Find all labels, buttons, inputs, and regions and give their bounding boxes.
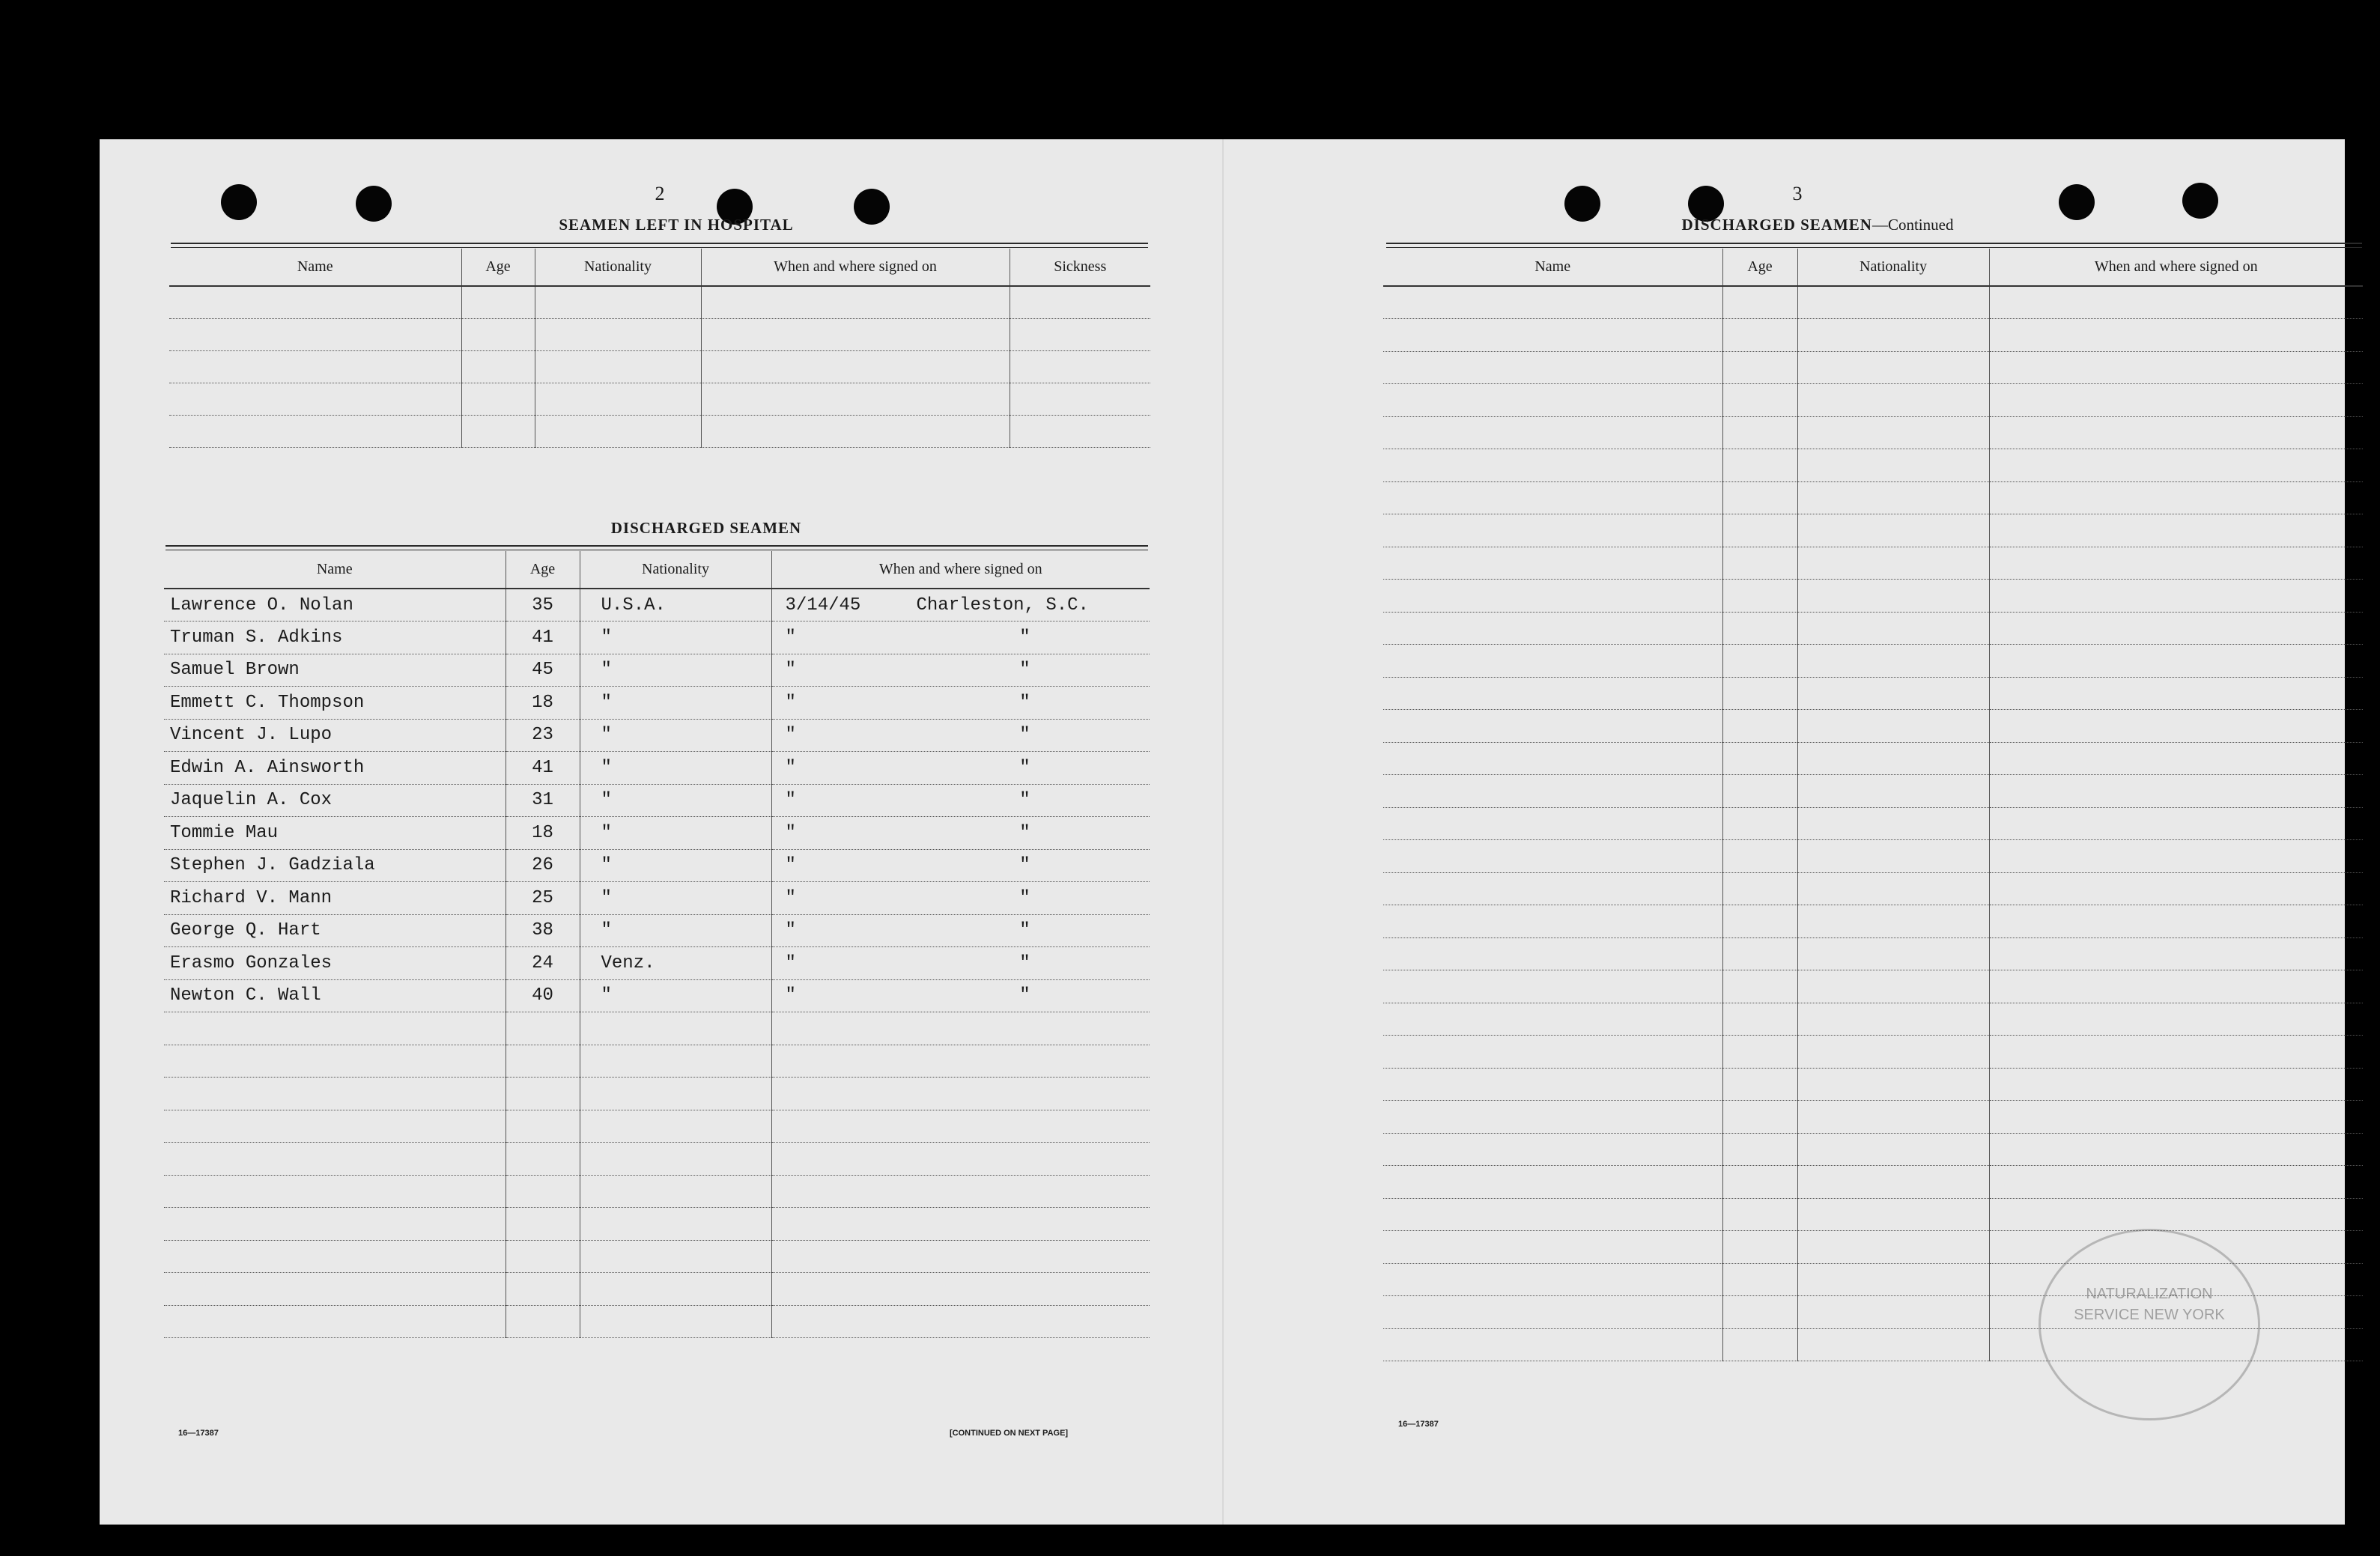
table-row — [164, 979, 1150, 1012]
table-row — [169, 318, 1150, 350]
col-sickness-header: Sickness — [1010, 249, 1150, 286]
seaman-age: 31 — [506, 784, 580, 817]
table-row — [1383, 807, 2363, 840]
table-row — [1383, 319, 2363, 352]
table-row — [164, 817, 1150, 850]
table-row — [1383, 1101, 2363, 1134]
signed-on-place: " — [1019, 660, 1030, 681]
seaman-nationality: " — [580, 882, 771, 915]
table-row — [164, 622, 1150, 654]
table-row — [1383, 1166, 2363, 1199]
col-nationality-header: Nationality — [535, 249, 701, 286]
seaman-age: 25 — [506, 882, 580, 915]
col-age-header: Age — [1722, 249, 1797, 286]
col-name-header: Name — [169, 249, 461, 286]
table-row — [164, 719, 1150, 752]
table-row — [164, 752, 1150, 785]
table-row — [164, 589, 1150, 622]
seaman-nationality — [580, 1240, 771, 1273]
seaman-signed-on — [771, 1305, 1150, 1338]
table-row — [1383, 514, 2363, 547]
discharged-table — [164, 551, 1150, 1338]
col-nationality-header: Nationality — [1797, 249, 1989, 286]
signed-on-place: " — [1019, 725, 1030, 746]
hospital-title: SEAMEN LEFT IN HOSPITAL — [559, 216, 794, 234]
seaman-age: 40 — [506, 979, 580, 1012]
signed-on-date: " — [785, 627, 796, 648]
seaman-age — [506, 1012, 580, 1045]
seaman-signed-on — [771, 882, 1150, 915]
seaman-name: Newton C. Wall — [164, 979, 506, 1012]
seaman-signed-on — [771, 589, 1150, 622]
signed-on-date: " — [785, 920, 796, 941]
seaman-name — [164, 1305, 506, 1338]
seaman-age: 24 — [506, 947, 580, 980]
seaman-signed-on — [771, 719, 1150, 752]
table-row — [1383, 872, 2363, 905]
seaman-name: Tommie Mau — [164, 817, 506, 850]
seaman-nationality: " — [580, 719, 771, 752]
seaman-age — [506, 1273, 580, 1306]
seaman-name: Samuel Brown — [164, 654, 506, 687]
table-row — [1383, 970, 2363, 1003]
col-age-header: Age — [461, 249, 535, 286]
seaman-age: 18 — [506, 817, 580, 850]
seaman-nationality: " — [580, 654, 771, 687]
seaman-name — [164, 1273, 506, 1306]
table-row — [1383, 1036, 2363, 1069]
col-name-header: Name — [164, 551, 506, 589]
signed-on-date: " — [785, 790, 796, 811]
form-number: 16—17387 — [178, 1429, 219, 1438]
table-row — [1383, 1133, 2363, 1166]
seaman-nationality: " — [580, 817, 771, 850]
hospital-top-rule-2 — [171, 247, 1148, 248]
table-row — [1383, 742, 2363, 775]
seaman-age — [506, 1143, 580, 1176]
seaman-signed-on — [771, 784, 1150, 817]
table-row — [169, 286, 1150, 318]
seaman-signed-on — [771, 1078, 1150, 1110]
table-row — [164, 1110, 1150, 1143]
seaman-nationality: " — [580, 849, 771, 882]
stamp-text: NATURALIZATION SERVICE NEW YORK — [2074, 1286, 2225, 1323]
form-number: 16—17387 — [1398, 1420, 1439, 1429]
seaman-age — [506, 1110, 580, 1143]
seaman-signed-on — [771, 947, 1150, 980]
table-row — [1383, 612, 2363, 645]
table-row — [1383, 840, 2363, 873]
seaman-age — [506, 1208, 580, 1241]
continued-note: [CONTINUED ON NEXT PAGE] — [950, 1429, 1069, 1438]
table-row — [164, 1240, 1150, 1273]
seaman-age: 26 — [506, 849, 580, 882]
table-row — [164, 882, 1150, 915]
col-signed-on-header: When and where signed on — [1989, 249, 2363, 286]
seaman-age — [506, 1175, 580, 1208]
seaman-nationality — [580, 1143, 771, 1176]
seaman-age: 41 — [506, 622, 580, 654]
seaman-nationality — [580, 1045, 771, 1078]
seaman-nationality — [580, 1078, 771, 1110]
hospital-table — [169, 249, 1150, 448]
signed-on-place: " — [1019, 692, 1030, 713]
signed-on-place: Charleston, S.C. — [916, 595, 1089, 616]
col-age-header: Age — [506, 551, 580, 589]
signed-on-date: " — [785, 855, 796, 876]
seaman-name: Vincent J. Lupo — [164, 719, 506, 752]
seaman-signed-on — [771, 979, 1150, 1012]
signed-on-place: " — [1019, 920, 1030, 941]
discharged-top-rule — [166, 545, 1148, 547]
page-number: 2 — [655, 183, 665, 204]
seaman-signed-on — [771, 1273, 1150, 1306]
naturalization-stamp — [2039, 1229, 2260, 1420]
seaman-signed-on — [771, 1143, 1150, 1176]
table-row — [164, 1045, 1150, 1078]
table-row — [164, 914, 1150, 947]
col-name-header: Name — [1383, 249, 1722, 286]
table-row — [1383, 547, 2363, 580]
signed-on-date: " — [785, 692, 796, 713]
top-rule-2 — [1386, 247, 2362, 248]
seaman-nationality: U.S.A. — [580, 589, 771, 622]
seaman-nationality: " — [580, 979, 771, 1012]
seaman-nationality — [580, 1208, 771, 1241]
seaman-signed-on — [771, 1110, 1150, 1143]
seaman-name: George Q. Hart — [164, 914, 506, 947]
table-row — [1383, 677, 2363, 710]
table-row — [1383, 416, 2363, 449]
seaman-name — [164, 1045, 506, 1078]
table-row — [164, 947, 1150, 980]
signed-on-place: " — [1019, 790, 1030, 811]
seaman-name: Lawrence O. Nolan — [164, 589, 506, 622]
seaman-name — [164, 1208, 506, 1241]
discharged-continued-title — [1660, 216, 1975, 234]
title-suffix: —Continued — [1871, 216, 1954, 234]
right-page — [1222, 139, 2345, 1525]
col-signed-on-header: When and where signed on — [701, 249, 1010, 286]
seaman-nationality — [580, 1110, 771, 1143]
seaman-age — [506, 1045, 580, 1078]
seaman-age — [506, 1305, 580, 1338]
table-row — [164, 687, 1150, 720]
seaman-signed-on — [771, 654, 1150, 687]
signed-on-place: " — [1019, 985, 1030, 1006]
seaman-signed-on — [771, 914, 1150, 947]
table-row — [1383, 937, 2363, 970]
page-number: 3 — [1792, 183, 1803, 204]
table-row — [1383, 449, 2363, 482]
seaman-name: Richard V. Mann — [164, 882, 506, 915]
seaman-name — [164, 1110, 506, 1143]
table-row — [1383, 384, 2363, 417]
signed-on-place: " — [1019, 952, 1030, 973]
col-signed-on-header: When and where signed on — [771, 551, 1150, 589]
seaman-name — [164, 1012, 506, 1045]
signed-on-date: " — [785, 757, 796, 778]
seaman-name — [164, 1078, 506, 1110]
table-row — [1383, 1068, 2363, 1101]
seaman-age: 45 — [506, 654, 580, 687]
signed-on-date: 3/14/45 — [785, 595, 861, 616]
seaman-nationality: Venz. — [580, 947, 771, 980]
table-row — [1383, 645, 2363, 678]
table-row — [164, 784, 1150, 817]
discharged-continued-table — [1383, 249, 2363, 1361]
seaman-age: 41 — [506, 752, 580, 785]
seaman-age: 35 — [506, 589, 580, 622]
seaman-signed-on — [771, 1012, 1150, 1045]
table-row — [164, 1208, 1150, 1241]
table-row — [1383, 775, 2363, 808]
signed-on-date: " — [785, 822, 796, 843]
seaman-name: Emmett C. Thompson — [164, 687, 506, 720]
seaman-nationality: " — [580, 752, 771, 785]
seaman-name: Erasmo Gonzales — [164, 947, 506, 980]
signed-on-date: " — [785, 985, 796, 1006]
table-row — [164, 1175, 1150, 1208]
table-row — [169, 383, 1150, 415]
hospital-top-rule — [171, 243, 1148, 244]
manifest-sheet — [100, 139, 2345, 1525]
seaman-name: Truman S. Adkins — [164, 622, 506, 654]
seaman-signed-on — [771, 752, 1150, 785]
seaman-age: 18 — [506, 687, 580, 720]
discharged-title: DISCHARGED SEAMEN — [610, 519, 802, 537]
seaman-nationality: " — [580, 622, 771, 654]
table-row — [164, 1012, 1150, 1045]
table-row — [169, 415, 1150, 447]
table-row — [164, 1305, 1150, 1338]
seaman-nationality — [580, 1273, 771, 1306]
left-page — [100, 139, 1222, 1525]
seaman-signed-on — [771, 1175, 1150, 1208]
seaman-nationality — [580, 1012, 771, 1045]
signed-on-date: " — [785, 887, 796, 908]
table-row — [164, 654, 1150, 687]
signed-on-place: " — [1019, 855, 1030, 876]
seaman-signed-on — [771, 1208, 1150, 1241]
table-row — [1383, 1003, 2363, 1036]
seaman-age — [506, 1078, 580, 1110]
table-row — [1383, 580, 2363, 613]
signed-on-place: " — [1019, 757, 1030, 778]
signed-on-date: " — [785, 952, 796, 973]
title-main: DISCHARGED SEAMEN — [1681, 216, 1872, 234]
seaman-name — [164, 1175, 506, 1208]
seaman-name: Stephen J. Gadziala — [164, 849, 506, 882]
seaman-signed-on — [771, 687, 1150, 720]
table-row — [169, 350, 1150, 383]
seaman-age — [506, 1240, 580, 1273]
col-nationality-header: Nationality — [580, 551, 771, 589]
seaman-nationality: " — [580, 914, 771, 947]
table-row — [1383, 905, 2363, 938]
seaman-nationality — [580, 1175, 771, 1208]
seaman-signed-on — [771, 622, 1150, 654]
seaman-signed-on — [771, 1045, 1150, 1078]
seaman-age: 23 — [506, 719, 580, 752]
table-row — [164, 1078, 1150, 1110]
seaman-age: 38 — [506, 914, 580, 947]
seaman-nationality — [580, 1305, 771, 1338]
top-rule — [1386, 243, 2362, 244]
seaman-signed-on — [771, 817, 1150, 850]
table-row — [1383, 1198, 2363, 1231]
table-row — [164, 849, 1150, 882]
seaman-nationality: " — [580, 784, 771, 817]
signed-on-place: " — [1019, 887, 1030, 908]
table-row — [1383, 351, 2363, 384]
signed-on-date: " — [785, 725, 796, 746]
signed-on-place: " — [1019, 627, 1030, 648]
table-row — [164, 1273, 1150, 1306]
seaman-signed-on — [771, 849, 1150, 882]
table-row — [1383, 286, 2363, 319]
seaman-name — [164, 1143, 506, 1176]
seaman-nationality: " — [580, 687, 771, 720]
table-row — [164, 1143, 1150, 1176]
seaman-name: Jaquelin A. Cox — [164, 784, 506, 817]
signed-on-date: " — [785, 660, 796, 681]
signed-on-place: " — [1019, 822, 1030, 843]
table-row — [1383, 710, 2363, 743]
seaman-signed-on — [771, 1240, 1150, 1273]
seaman-name — [164, 1240, 506, 1273]
table-row — [1383, 481, 2363, 514]
seaman-name: Edwin A. Ainsworth — [164, 752, 506, 785]
